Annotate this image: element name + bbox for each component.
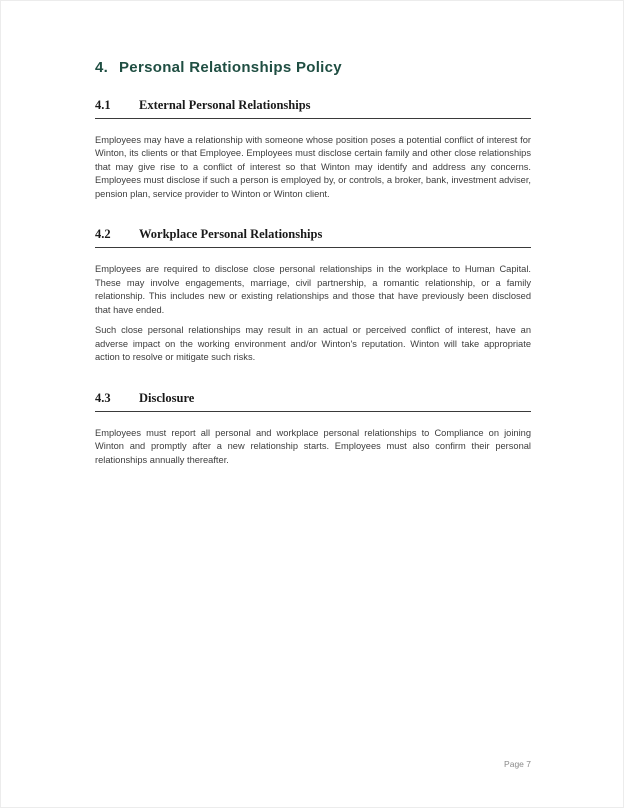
page-content [1,1,623,467]
page-title [95,59,531,76]
section-heading [95,98,531,119]
section-heading [95,227,531,248]
section-heading [95,391,531,412]
paragraph: Employees must report all personal and workplace personal relationships to Compliance on joining Winton and promptly after a new relationship starts. Employees must also confirm their personal relationships annually thereafter. [95,427,531,465]
paragraph: Such close personal relationships may result in an actual or perceived conflict of interest, have an adverse impact on the working environment and/or Winton's reputation. Winton will take appropriate action to resolve or mitigate such risks. [95,325,531,363]
page-number-footer: Page 7 [504,759,531,769]
section-heading-text: External Personal Relationships [139,98,311,112]
section-disclosure [95,391,531,467]
section-external-personal-relationships [95,98,531,201]
section-workplace-personal-relationships [95,227,531,364]
section-heading-text: Disclosure [139,390,195,405]
paragraph: Employees may have a relationship with someone whose position poses a potential conflict of interest for Winton, its clients or that Employee. Employees must disclose certain family and other close relationships that may give rise to a conflict of interest so that Winton may identify and address any concerns. Employees must disclose if such a person is employed by, or controls, a broker, bank, investment adviser, pension plan, service provider to Winton or Winton client. [95,135,531,199]
paragraph: Employees are required to disclose close personal relationships in the workplace to Human Capital. These may involve engagements, marriage, civil partnership, a romantic relationship, or a family relationship. This includes new or existing relationships and those that have previously been disclosed that have ended. [95,264,531,315]
section-number: 4.2 [95,227,111,242]
section-number: 4.1 [95,98,111,112]
section-number: 4.3 [95,390,111,405]
section-heading-text: Workplace Personal Relationships [139,227,323,242]
page-title-text: Personal Relationships Policy [119,59,342,76]
page-title-number: 4. [95,59,109,76]
